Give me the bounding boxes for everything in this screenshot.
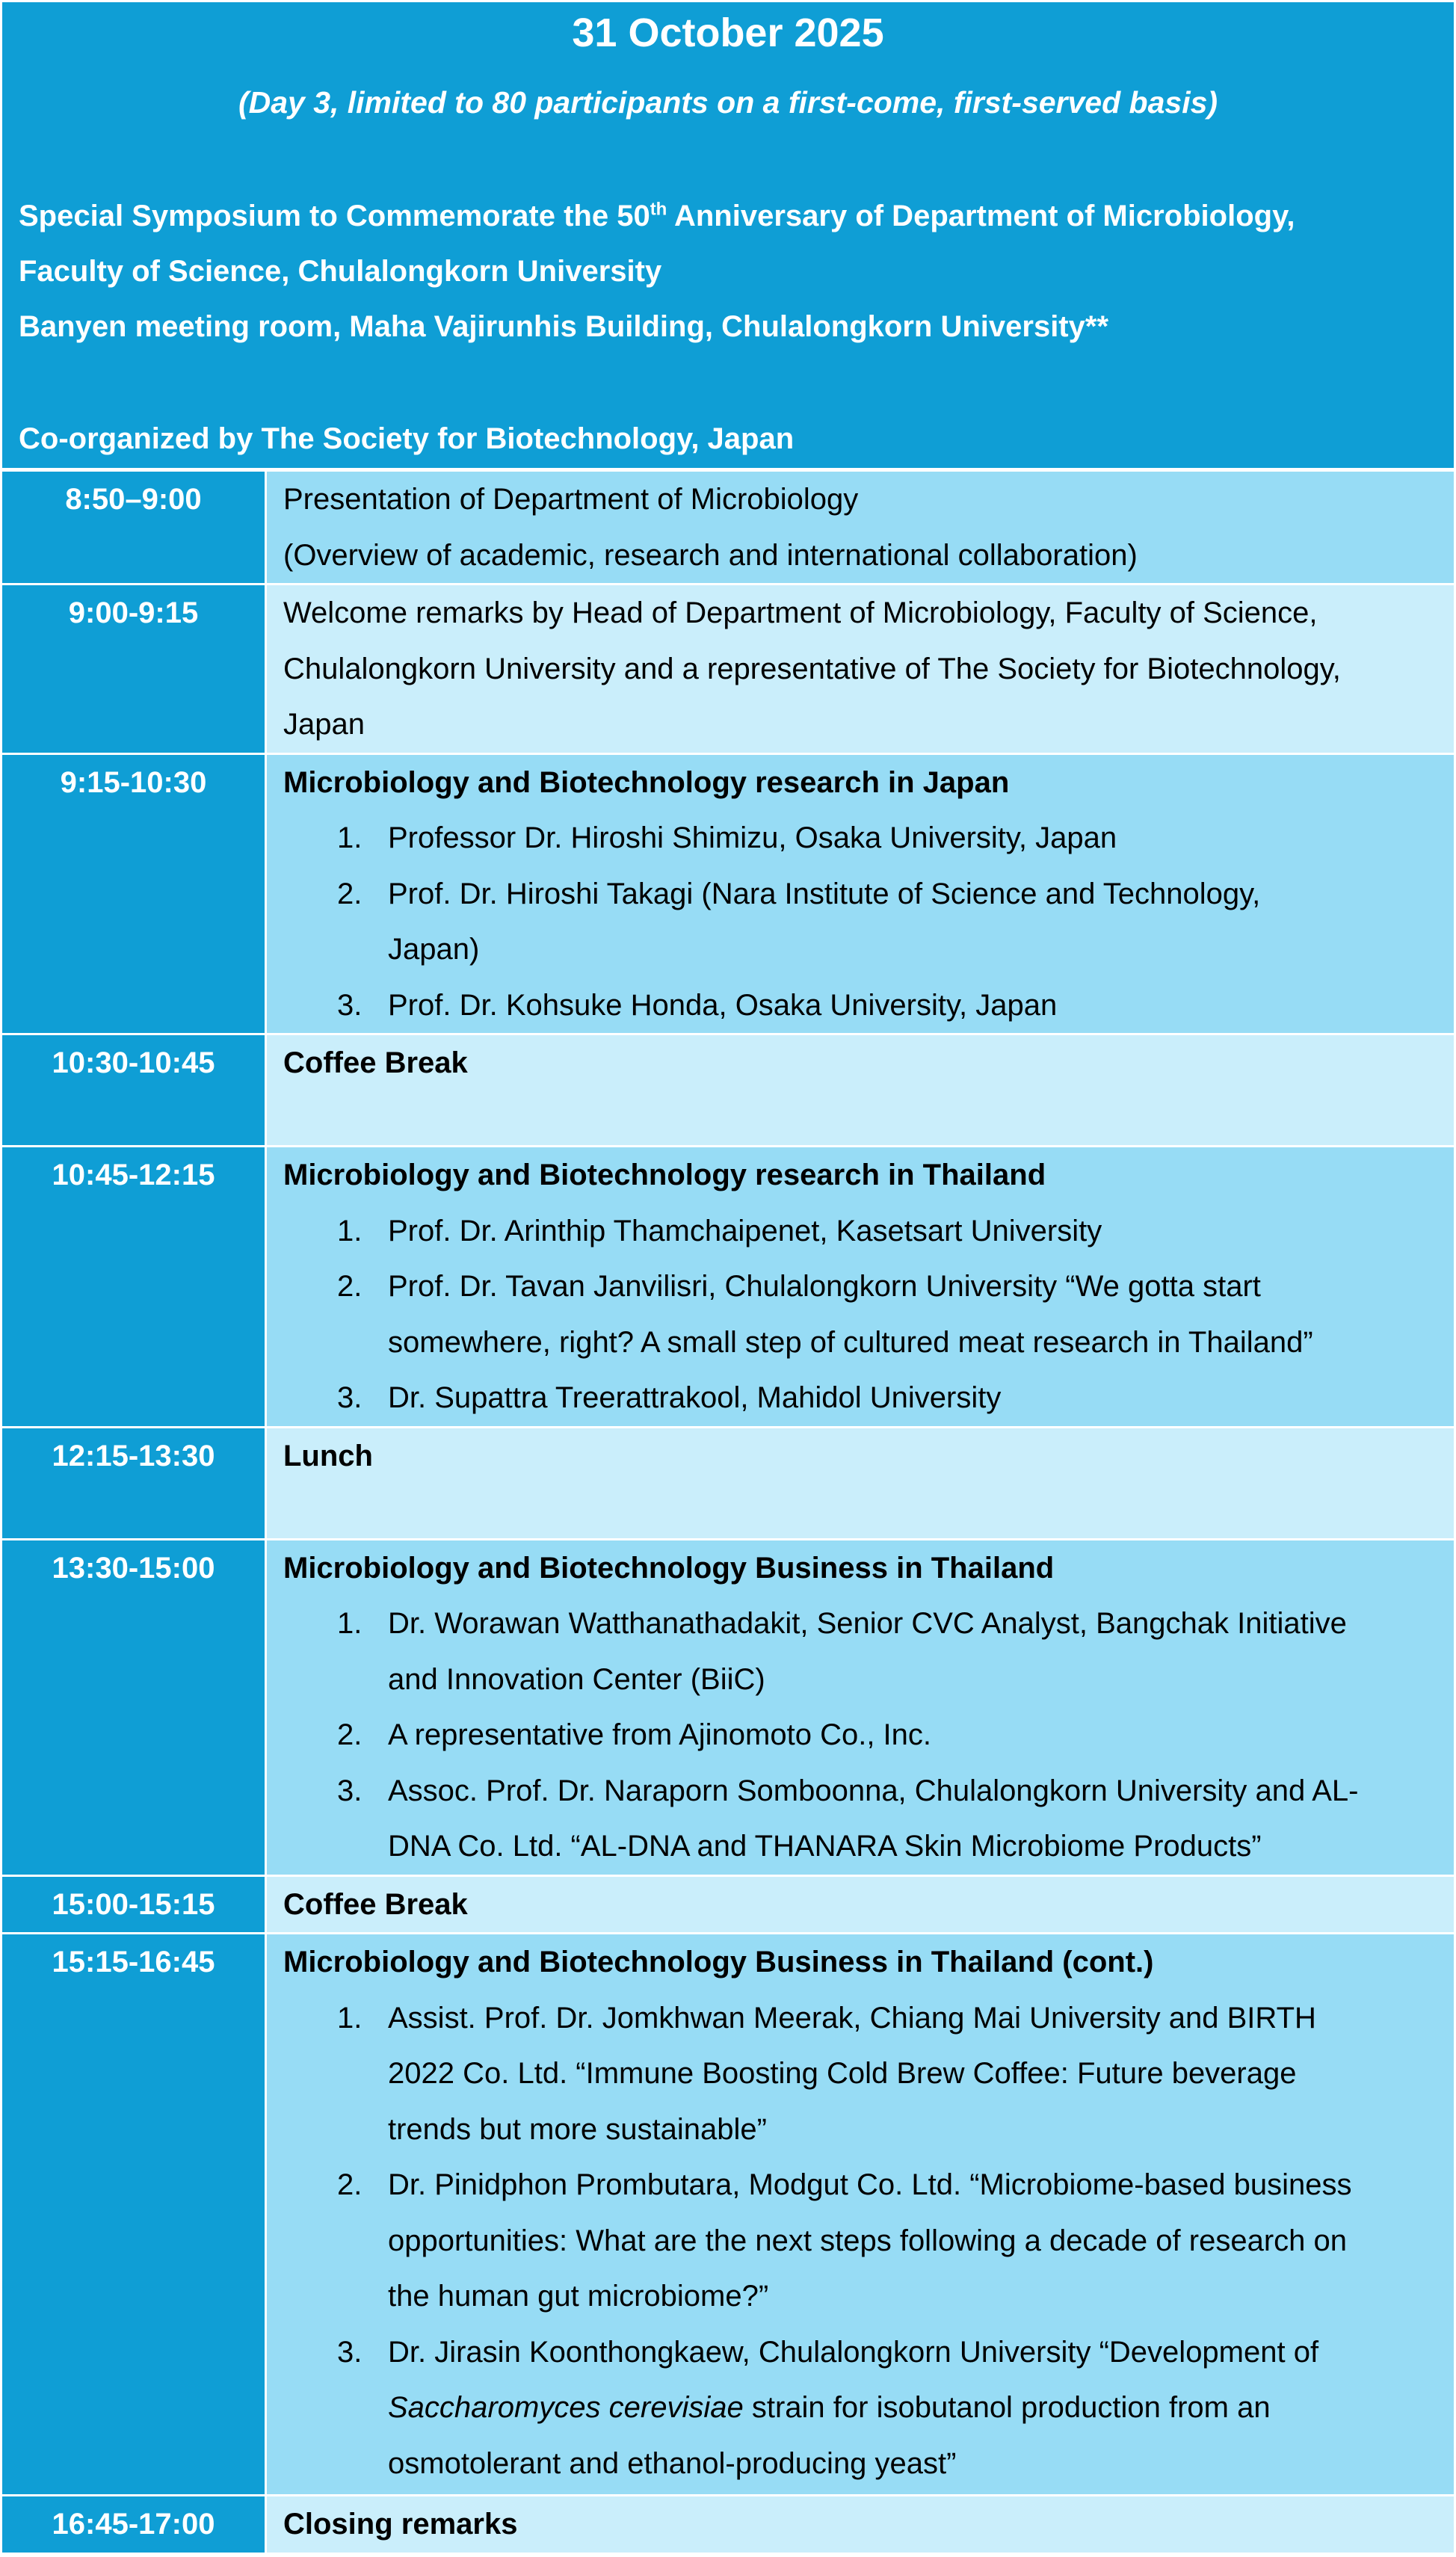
session-time: 13:30-15:00 xyxy=(1,1539,266,1875)
speaker-text-line: osmotolerant and ethanol-producing yeast” xyxy=(388,2446,957,2480)
speaker-text-line: trends but more sustainable” xyxy=(388,2112,767,2146)
speaker-number: 1. xyxy=(337,2001,363,2035)
speaker-item xyxy=(283,1370,1448,1426)
session-time: 9:15-10:30 xyxy=(1,753,266,1034)
speaker-text-line: Assist. Prof. Dr. Jomkhwan Meerak, Chiang Mai University and BIRTH xyxy=(388,2001,1316,2035)
speaker-number: 3. xyxy=(337,988,363,1022)
speaker-number: 2. xyxy=(337,877,363,910)
session-title: Microbiology and Biotechnology research in Japan xyxy=(283,765,1010,799)
day-header xyxy=(0,0,1456,469)
ordinal-suffix: th xyxy=(650,199,667,220)
speaker-list xyxy=(283,810,1448,1033)
session-title: Coffee Break xyxy=(283,1046,468,1079)
session-content xyxy=(266,1934,1455,2496)
symposium-title-pre: Special Symposium to Commemorate the 50 xyxy=(19,200,650,232)
schedule-row xyxy=(1,1539,1455,1875)
speaker-text-line: Prof. Dr. Arinthip Thamchaipenet, Kasetsart University xyxy=(388,1214,1102,1247)
speaker-text-line: Dr. Supattra Treerattrakool, Mahidol University xyxy=(388,1381,1002,1414)
species-name: Saccharomyces cerevisiae xyxy=(388,2391,744,2424)
speaker-item xyxy=(283,1259,1448,1370)
speaker-list xyxy=(283,1990,1448,2492)
symposium-title-post: Anniversary of Department of Microbiology, xyxy=(667,200,1295,232)
session-content xyxy=(266,1147,1455,1428)
speaker-text-line: Professor Dr. Hiroshi Shimizu, Osaka University, Japan xyxy=(388,821,1117,854)
speaker-text-line: opportunities: What are the next steps following a decade of research on xyxy=(388,2224,1347,2257)
speaker-list xyxy=(283,1596,1448,1875)
speaker-text-line: Prof. Dr. Tavan Janvilisri, Chulalongkorn University “We gotta start xyxy=(388,1270,1261,1303)
schedule-row xyxy=(1,471,1455,584)
session-text-line: Japan xyxy=(283,708,365,741)
speaker-item xyxy=(283,2325,1448,2492)
session-content xyxy=(266,1875,1455,1934)
session-time: 15:15-16:45 xyxy=(1,1934,266,2496)
session-title: Microbiology and Biotechnology Business in Thailand xyxy=(283,1551,1055,1585)
session-time: 15:00-15:15 xyxy=(1,1875,266,1934)
speaker-item xyxy=(283,810,1448,866)
speaker-text-line: Saccharomyces cerevisiae strain for isobutanol production from an xyxy=(388,2391,1271,2424)
speaker-item xyxy=(283,1990,1448,2158)
symposium-title-line1 xyxy=(19,194,1295,238)
schedule-row xyxy=(1,1147,1455,1428)
speaker-item xyxy=(283,1763,1448,1875)
session-title: Lunch xyxy=(283,1439,373,1472)
schedule-row xyxy=(1,584,1455,754)
speaker-number: 3. xyxy=(337,1381,363,1414)
session-title: Microbiology and Biotechnology research in Thailand xyxy=(283,1159,1046,1191)
speaker-text-line: DNA Co. Ltd. “AL-DNA and THANARA Skin Microbiome Products” xyxy=(388,1830,1262,1863)
session-content xyxy=(266,2496,1455,2554)
speaker-number: 2. xyxy=(337,1718,363,1751)
speaker-text-line: Dr. Pinidphon Prombutara, Modgut Co. Ltd. “Microbiome-based business xyxy=(388,2168,1352,2201)
session-text-line: Welcome remarks by Head of Department of Microbiology, Faculty of Science, xyxy=(283,596,1318,629)
day-date: 31 October 2025 xyxy=(572,10,884,55)
co-organizer-line: Co-organized by The Society for Biotechnology, Japan xyxy=(19,422,795,455)
speaker-item xyxy=(283,1707,1448,1763)
schedule-row xyxy=(1,1934,1455,2496)
schedule-table xyxy=(0,469,1456,2555)
speaker-number: 1. xyxy=(337,1607,363,1640)
schedule-row xyxy=(1,1427,1455,1539)
session-text-line: (Overview of academic, research and international collaboration) xyxy=(283,538,1138,572)
symposium-title-line2: Faculty of Science, Chulalongkorn University xyxy=(19,255,662,288)
schedule-row xyxy=(1,2496,1455,2554)
speaker-item xyxy=(283,1596,1448,1707)
schedule-row xyxy=(1,1034,1455,1147)
speaker-text-line: Prof. Dr. Kohsuke Honda, Osaka University, Japan xyxy=(388,988,1058,1022)
session-title: Coffee Break xyxy=(283,1887,468,1921)
speaker-text-line: Japan) xyxy=(388,933,480,966)
speaker-text-line: Dr. Worawan Watthanathadakit, Senior CVC Analyst, Bangchak Initiative xyxy=(388,1607,1347,1640)
speaker-number: 2. xyxy=(337,1270,363,1303)
day-subtitle: (Day 3, limited to 80 participants on a first-come, first-served basis) xyxy=(238,85,1218,120)
speaker-item xyxy=(283,978,1448,1034)
speaker-text-line: A representative from Ajinomoto Co., Inc. xyxy=(388,1718,932,1751)
speaker-text-line: 2022 Co. Ltd. “Immune Boosting Cold Brew Coffee: Future beverage xyxy=(388,2057,1297,2090)
speaker-text-line: somewhere, right? A small step of cultured meat research in Thailand” xyxy=(388,1325,1313,1359)
speaker-list xyxy=(283,1203,1448,1426)
speaker-text-line: Prof. Dr. Hiroshi Takagi (Nara Institute of Science and Technology, xyxy=(388,877,1261,910)
session-time: 12:15-13:30 xyxy=(1,1427,266,1539)
session-time: 10:30-10:45 xyxy=(1,1034,266,1147)
speaker-number: 3. xyxy=(337,1774,363,1807)
session-title: Closing remarks xyxy=(283,2508,518,2541)
speaker-text-line: and Innovation Center (BiiC) xyxy=(388,1662,765,1696)
venue-line: Banyen meeting room, Maha Vajirunhis Building, Chulalongkorn University** xyxy=(19,310,1109,343)
session-text-line: Presentation of Department of Microbiology xyxy=(283,483,859,516)
speaker-item xyxy=(283,866,1448,978)
session-time: 9:00-9:15 xyxy=(1,584,266,754)
speaker-number: 2. xyxy=(337,2168,363,2201)
session-title: Microbiology and Biotechnology Business in Thailand (cont.) xyxy=(283,1946,1154,1978)
session-content xyxy=(266,1034,1455,1147)
speaker-number: 1. xyxy=(337,1214,363,1247)
session-time: 8:50–9:00 xyxy=(1,471,266,584)
session-content xyxy=(266,1539,1455,1875)
session-content xyxy=(266,1427,1455,1539)
session-content xyxy=(266,753,1455,1034)
session-content xyxy=(266,584,1455,754)
speaker-item xyxy=(283,2157,1448,2325)
session-time: 16:45-17:00 xyxy=(1,2496,266,2554)
speaker-number: 3. xyxy=(337,2335,363,2369)
speaker-text-line: the human gut microbiome?” xyxy=(388,2280,769,2313)
speaker-text-line: Assoc. Prof. Dr. Naraporn Somboonna, Chulalongkorn University and AL- xyxy=(388,1774,1359,1807)
schedule-row xyxy=(1,1875,1455,1934)
schedule-row xyxy=(1,753,1455,1034)
speaker-text-line: Dr. Jirasin Koonthongkaew, Chulalongkorn University “Development of xyxy=(388,2335,1319,2369)
session-content xyxy=(266,471,1455,584)
session-time: 10:45-12:15 xyxy=(1,1147,266,1428)
session-text-line: Chulalongkorn University and a representative of The Society for Biotechnology, xyxy=(283,652,1341,685)
speaker-item xyxy=(283,1203,1448,1259)
speaker-number: 1. xyxy=(337,821,363,854)
